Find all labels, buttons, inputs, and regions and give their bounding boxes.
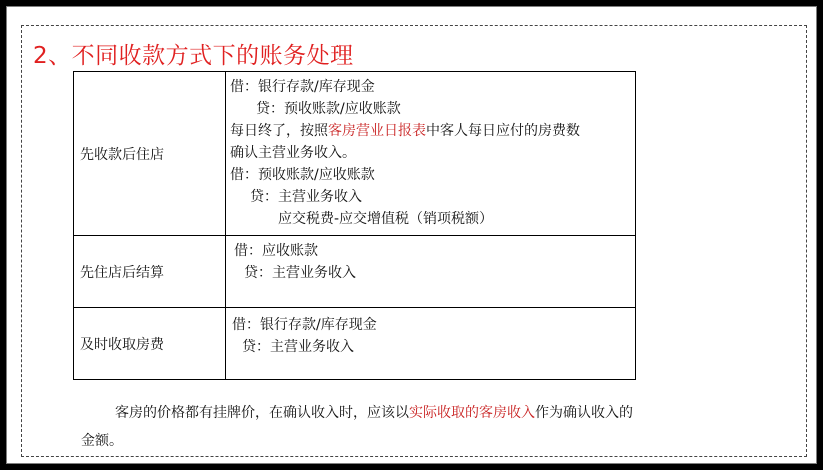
entry-line: 应交税费-应交增值税（销项税额） [278, 211, 494, 227]
note-line [81, 399, 701, 427]
entry-line: 贷：主营业务收入 [242, 339, 354, 355]
entry-line: 贷：主营业务收入 [244, 265, 356, 281]
entry-line: 贷：主营业务收入 [250, 189, 362, 205]
highlight-text: 客房营业日报表 [328, 123, 426, 139]
entry-line: 确认主营业务收入。 [230, 145, 356, 161]
slide-title: 2、不同收款方式下的账务处理 [33, 43, 354, 69]
row-label: 及时收取房费 [74, 308, 226, 380]
entry-line: 贷：预收账款/应收账款 [256, 101, 401, 117]
accounting-table [73, 71, 636, 380]
entry-line: 借：预收账款/应收账款 [230, 167, 375, 183]
note-text: 作为确认收入的 [535, 405, 633, 421]
note-paragraph [81, 399, 701, 455]
note-line: 金额。 [81, 433, 123, 449]
row-label: 先住店后结算 [74, 236, 226, 308]
highlight-text: 实际收取的客房收入 [409, 405, 535, 421]
entry-line: 借：应收账款 [234, 243, 318, 259]
table-row [74, 308, 636, 380]
slide [6, 6, 817, 464]
entry-line [230, 120, 635, 142]
row-label: 先收款后住店 [74, 72, 226, 236]
entry-cell [226, 72, 636, 236]
table-row [74, 236, 636, 308]
note-text: 客房的价格都有挂牌价，在确认收入时，应该以 [115, 405, 409, 421]
entry-line: 借：银行存款/库存现金 [230, 79, 375, 95]
entry-text: 中客人每日应付的房费数 [426, 123, 580, 139]
entry-cell [226, 308, 636, 380]
table-row [74, 72, 636, 236]
entry-cell [226, 236, 636, 308]
entry-text: 每日终了，按照 [230, 123, 328, 139]
entry-line: 借：银行存款/库存现金 [232, 317, 377, 333]
